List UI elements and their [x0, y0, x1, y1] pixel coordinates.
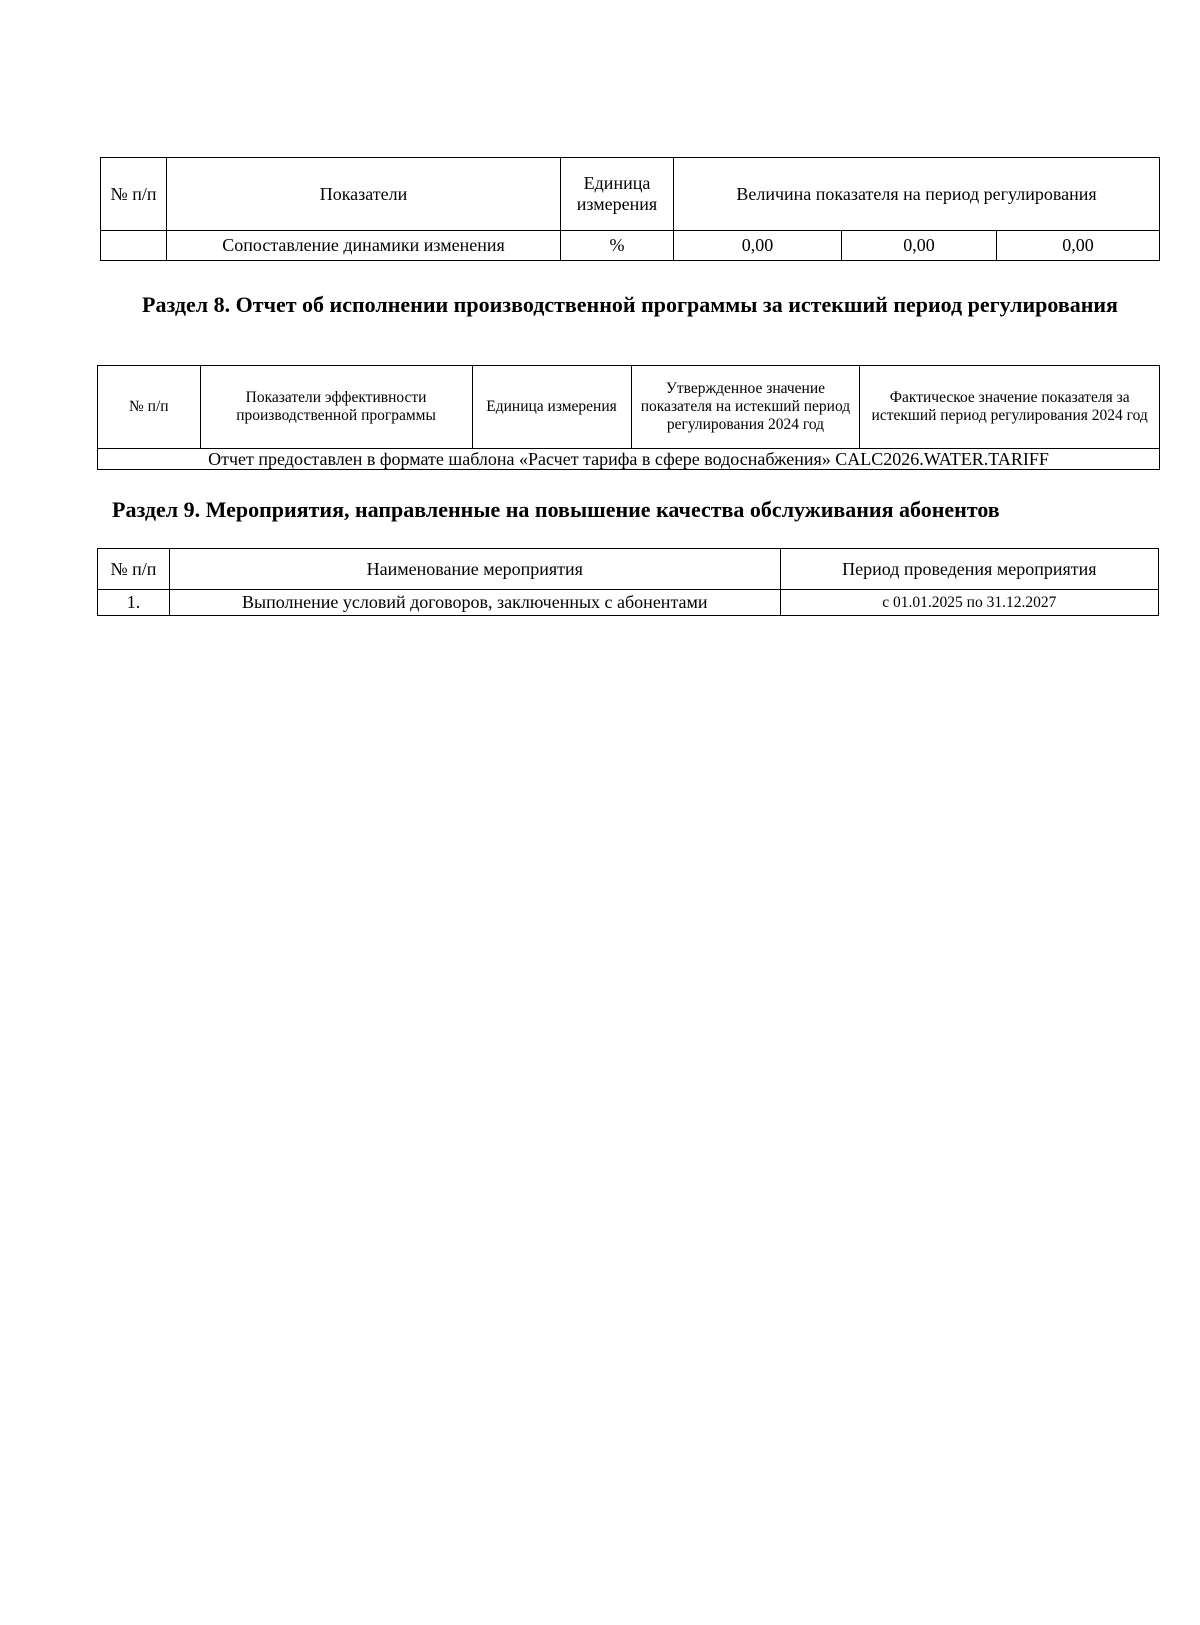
row-num — [101, 231, 167, 261]
section-8-table-header — [98, 366, 1160, 449]
header-unit: Единица измерения — [561, 158, 674, 231]
row-value-3: 0,00 — [997, 231, 1160, 261]
section-9-table-header — [98, 549, 1159, 590]
section-9-title: Раздел 9. Мероприятия, направленные на повышение качества обслуживания абонентов — [112, 497, 1000, 522]
s8-header-indicators: Показатели эффективности производственной программы — [200, 366, 472, 449]
indicators-table — [100, 157, 1160, 261]
s8-header-num: № п/п — [98, 366, 201, 449]
header-value: Величина показателя на период регулирования — [674, 158, 1160, 231]
s9-row-period: с 01.01.2025 по 31.12.2027 — [780, 590, 1158, 616]
s8-header-approved: Утвержденное значение показателя на истекший период регулирования 2024 год — [631, 366, 860, 449]
s9-header-period: Период проведения мероприятия — [780, 549, 1158, 590]
table-row — [98, 590, 1159, 616]
header-indicators: Показатели — [167, 158, 561, 231]
header-num: № п/п — [101, 158, 167, 231]
table-row — [101, 231, 1160, 261]
s9-row-num: 1. — [98, 590, 170, 616]
row-value-1: 0,00 — [674, 231, 842, 261]
s8-header-unit: Единица измерения — [472, 366, 631, 449]
s9-header-name: Наименование мероприятия — [169, 549, 780, 590]
section-8-note: Отчет предоставлен в формате шаблона «Расчет тарифа в сфере водоснабжения» CALC2026.WATER.TARIFF — [98, 449, 1160, 470]
section-8-note-row — [98, 449, 1160, 470]
section-9-table — [97, 548, 1159, 616]
indicators-table-header — [101, 158, 1160, 231]
s9-header-num: № п/п — [98, 549, 170, 590]
row-value-2: 0,00 — [842, 231, 997, 261]
section-8-table — [97, 365, 1160, 470]
section-8-title: Раздел 8. Отчет об исполнении производственной программы за истекший период регулирования — [142, 292, 1118, 317]
s9-row-name: Выполнение условий договоров, заключенных с абонентами — [169, 590, 780, 616]
row-unit: % — [561, 231, 674, 261]
s8-header-actual: Фактическое значение показателя за истекший период регулирования 2024 год — [860, 366, 1160, 449]
row-name: Сопоставление динамики изменения — [167, 231, 561, 261]
